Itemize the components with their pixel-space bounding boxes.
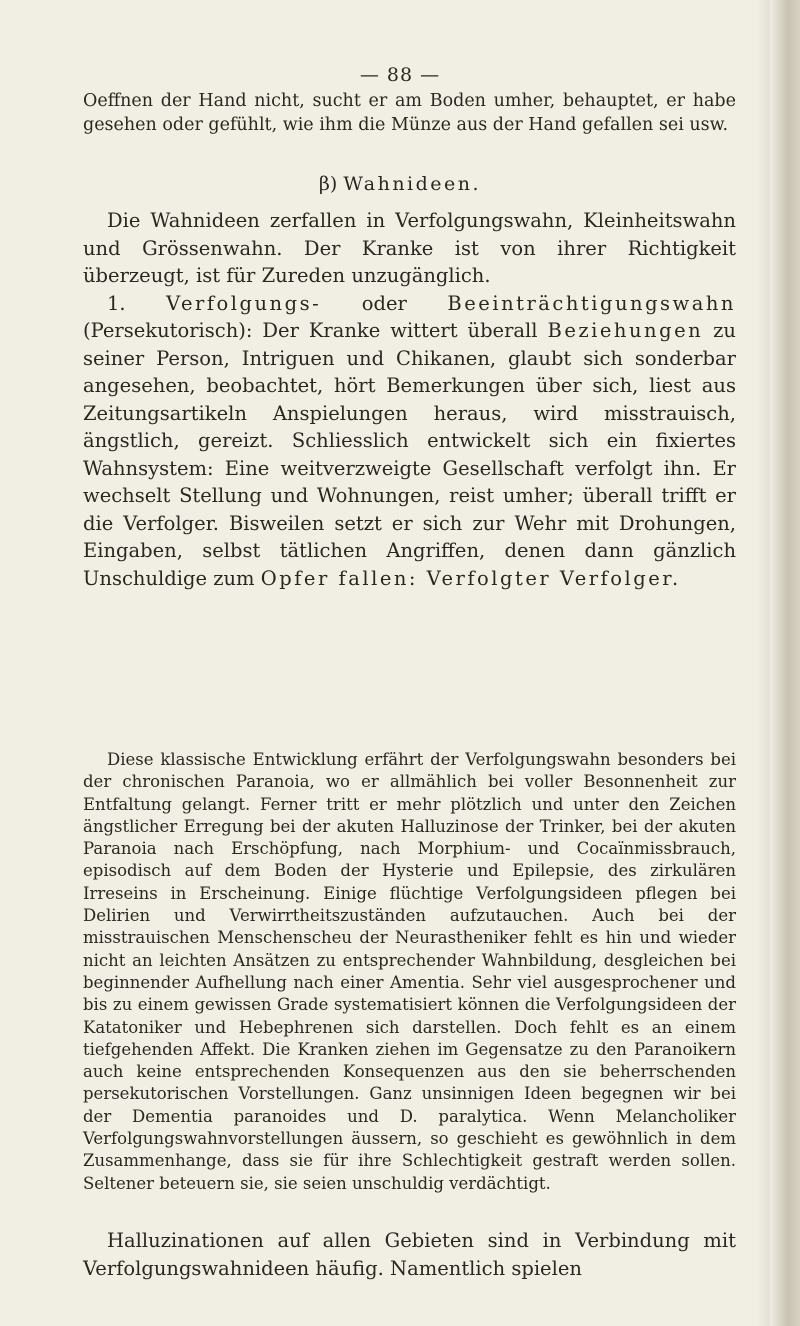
list-number: 1.: [107, 291, 126, 315]
page-number: — 88 —: [359, 64, 441, 86]
page-binding-edge: [770, 0, 800, 1326]
term-opfer-fallen: Opfer fallen: Verfolgter Verfolger.: [260, 566, 681, 590]
section-heading: [0, 173, 800, 195]
paragraph-verfolgungswahn: [83, 290, 736, 593]
text-persekutorisch: (Persekutorisch): Der Kranke wittert überall: [83, 319, 538, 342]
main-text: [83, 207, 736, 592]
term-beeintraechtigungswahn: Beeinträchtigungswahn: [447, 291, 736, 315]
text-description: zu seiner Person, Intriguen und Chikanen, glaubt sich sonderbar angesehen, beobachtet, hört Bemerkungen über sich, liest aus Zeitungsartikeln Anspielungen heraus, wird misstrauisch, ängstlich, gereizt. Schliesslich entwickelt sich ein fixiertes Wahnsystem: Eine weitverzweigte Gesellschaft verfolgt ihn. Er wechselt Stellung und Wohnungen, reist umher; überall trifft er die Verfolger. Bisweilen setzt er sich zur Wehr mit Drohungen, Eingaben, selbst tätlichen Angriffen, denen dann gänzlich Unschuldige zum: [83, 319, 736, 590]
binding-shadow: [756, 0, 770, 1326]
section-letter: β): [318, 173, 338, 195]
intro-paragraph: Oeffnen der Hand nicht, sucht er am Boden umher, behauptet, er habe gesehen oder gefühlt, wie ihm die Münze aus der Hand gefallen sei usw.: [83, 91, 736, 135]
small-print-paragraph: Diese klassische Entwicklung erfährt der Verfolgungswahn besonders bei der chronischen Paranoia, wo er allmählich bei voller Besonnenheit zur Entfaltung gelangt. Ferner tritt er mehr plötzlich und unter den Zeichen ängstlicher Erregung bei der akuten Halluzinose der Trinker, bei der akuten Paranoia nach Erschöpfung, nach Morphium- und Cocaïnmissbrauch, episodisch auf dem Boden der Hysterie und Epilepsie, des zirkulären Irreseins in Erscheinung. Einige flüchtige Verfolgungsideen pflegen bei Delirien und Verwirrtheitszuständen aufzutauchen. Auch bei der misstrauischen Menschenscheu der Neurastheniker fehlt es hin und wieder nicht an leichten Ansätzen zu entsprechender Wahnbildung, desgleichen bei beginnender Aufhellung nach einer Amentia. Sehr viel ausgesprochener und bis zu einem gewissen Grade systematisiert können die Verfolgungsideen der Katatoniker und Hebephrenen sich darstellen. Doch fehlt es an einem tiefgehenden Affekt. Die Kranken ziehen im Gegensatze zu den Paranoikern auch keine entsprechenden Konsequenzen aus den sie beherrschenden persekutorischen Vorstellungen. Ganz unsinnigen Ideen begegnen wir bei der Dementia paranoides und D. paralytica. Wenn Melancholiker Verfolgungswahnvorstellungen äussern, so geschieht es gewöhnlich in dem Zusammenhange, dass sie für ihre Schlechtigkeit gestraft werden sollen. Seltener beteuern sie, sie seien unschuldig verdächtigt.: [83, 750, 736, 1193]
term-verfolgungs: Verfolgungs-: [166, 291, 322, 315]
closing-paragraph: Halluzinationen auf allen Gebieten sind in Verbindung mit Verfolgungswahnideen häufig. Namentlich spielen: [83, 1229, 736, 1280]
section-title: Wahnideen.: [343, 173, 482, 195]
term-beziehungen: Beziehungen: [547, 319, 704, 342]
connector-oder: oder: [361, 291, 407, 315]
paragraph-intro-wahnideen: Die Wahnideen zerfallen in Verfolgungswahn, Kleinheitswahn und Grössenwahn. Der Kranke ist von ihrer Richtigkeit überzeugt, ist für Zureden unzugänglich.: [83, 209, 736, 287]
